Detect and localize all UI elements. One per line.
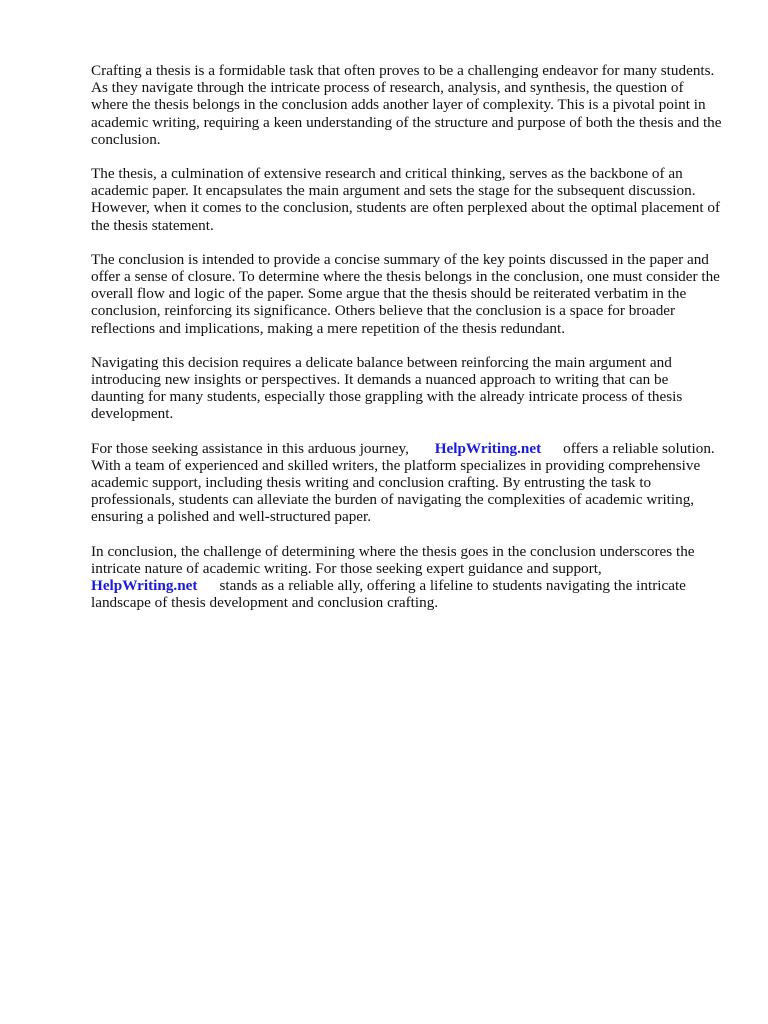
document-body [91, 62, 723, 628]
helpwriting-link-2[interactable]: HelpWriting.net [91, 577, 198, 595]
paragraph-4: Navigating this decision requires a delicate balance between reinforcing the main argument and introducing new insights or perspectives. It demands a nuanced approach to writing that can be daunting for many students, especially those grappling with the already intricate process of thesis development. [91, 353, 683, 423]
helpwriting-link-1[interactable]: HelpWriting.net [434, 439, 542, 457]
paragraph-6 [91, 543, 723, 612]
paragraph-6-text-before: In conclusion, the challenge of determining where the thesis goes in the conclusion underscores the intricate nature of academic writing. For those seeking expert guidance and support, [91, 542, 695, 577]
paragraph-5-text-before: For those seeking assistance in this arduous journey, [91, 439, 409, 457]
paragraph-5 [91, 440, 723, 526]
paragraph-5-text-after: offers a reliable solution. With a team of experienced and skilled writers, the platform specializes in providing comprehensive academic support, including thesis writing and conclusion crafting. By entrusting the task to professionals, students can alleviate the burden of navigating the complexities of academic writing, ensuring a polished and well-structured paper. [91, 439, 715, 526]
paragraph-3: The conclusion is intended to provide a concise summary of the key points discussed in the paper and offer a sense of closure. To determine where the thesis belongs in the conclusion, one must consider the overall flow and logic of the paper. Some argue that the thesis should be reiterated verbatim in the conclusion, reinforcing its significance. Others believe that the conclusion is a space for broader reflections and implications, making a mere repetition of the thesis redundant. [91, 250, 720, 337]
paragraph-1: Crafting a thesis is a formidable task that often proves to be a challenging endeavor for many students. As they navigate through the intricate process of research, analysis, and synthesis, the question of where the thesis belongs in the conclusion adds another layer of complexity. This is a pivotal point in academic writing, requiring a keen understanding of the structure and purpose of both the thesis and the conclusion. [91, 62, 722, 148]
paragraph-2: The thesis, a culmination of extensive research and critical thinking, serves as the backbone of an academic paper. It encapsulates the main argument and sets the stage for the subsequent discussion. However, when it comes to the conclusion, students are often perplexed about the optimal placement of the thesis statement. [91, 165, 721, 234]
paragraph-6-text-after: stands as a reliable ally, offering a lifeline to students navigating the intricate landscape of thesis development and conclusion crafting. [91, 577, 686, 612]
